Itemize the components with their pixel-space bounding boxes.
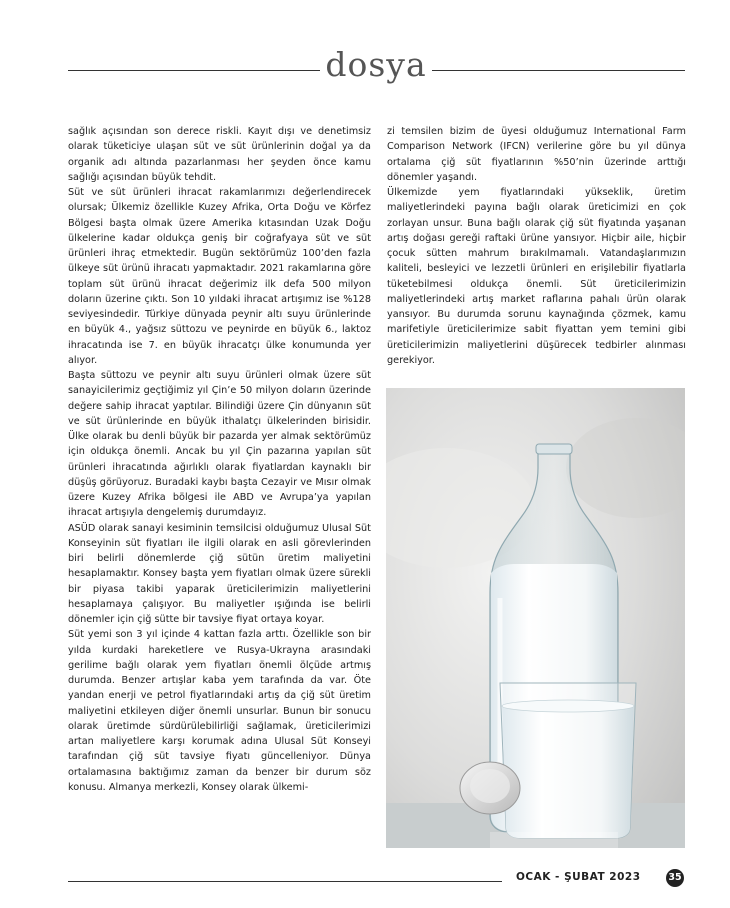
article-column-left (68, 124, 371, 795)
header-rule-right (432, 70, 685, 71)
page-number: 35 (666, 869, 684, 887)
paragraph: Süt yemi son 3 yıl içinde 4 kattan fazla arttı. Özellikle son bir yılda kurdaki hareketlere ve Rusya-Ukrayna arasındaki gerilime bağlı olarak yem fiyatları önemli ölçüde artmış durumda. Benzer artışlar kaba yem tarafında da var. Öte yandan enerji ve petrol fiyatlarındaki artış da çiğ süt üretim maliyetini etkileyen diğer önemli unsurlar. Bunun bir sonucu olarak üretimde sürdürülebilirliği sağlamak, üreticilerimizi artan maliyetlere karşı korumak adına Ulusal Süt Konseyi tarafından çiğ süt tavsiye fiyatı güncelleniyor. Dünya ortalamasına baktığımız zaman da benzer bir durum söz konusu. Almanya merkezli, Konsey olarak ülkemi- (68, 629, 371, 793)
header-rule-left (68, 70, 320, 71)
paragraph: Süt ve süt ürünleri ihracat rakamlarımızı değerlendirecek olursak; Ülkemiz özellikle Kuzey Afrika, Orta Doğu ve Körfez Bölgesi başta olmak üzere Amerika kıtasından Uzak Doğu ülkelerine kadar oldukça geniş bir coğrafyaya süt ve süt ürünleri ihraç etmektedir. Bugün sektörümüz 100’den fazla ülkeye süt ürünü ihracatı yapmaktadır. 2021 rakamlarına göre toplam süt ürünü ihracat değerimiz ilk defa 500 milyon doların üzerine çıktı. Son 10 yıldaki ihracat artışımız ise %128 seviyesindedir. Türkiye dünyada peynir altı suyu ürünlerinde en büyük 4., yağsız süttozu ve peynirde en büyük 6., laktoz ihracatında ise 7. en büyük ihracatçı ülke konumunda yer alıyor. (68, 187, 371, 366)
footer-rule (68, 881, 502, 882)
issue-label: OCAK - ŞUBAT 2023 (516, 871, 641, 883)
milk-photo (386, 388, 685, 848)
paragraph: zi temsilen bizim de üyesi olduğumuz International Farm Comparison Network (IFCN) verilerine göre bu yıl dünya ortalama çiğ süt fiyatlarının %50’nin üzerinde arttığı dönemler yaşandı. (387, 126, 686, 183)
article-column-right (387, 124, 686, 368)
paragraph: sağlık açısından son derece riskli. Kayıt dışı ve denetimsiz olarak tüketiciye ulaşan süt ve süt ürünlerinin doğal ya da organik adı altında pazarlanması her şeyden önce kamu sağlığı açısından büyük tehdit. (68, 126, 371, 183)
paragraph: Başta süttozu ve peynir altı suyu ürünleri olmak üzere süt sanayicilerimiz geçtiğimiz yıl Çin’e 50 milyon doların üzerinde değere sahip ihracat yaptılar. Bilindiği üzere Çin dünyanın süt ve süt ürünlerinde en büyük ithalatçı ülkelerinden birisidir. Ülke olarak bu denli büyük bir pazarda yer almak sektörümüz için oldukça önemli. Ancak bu yıl Çin pazarına yapılan süt ürünleri ihracatında ağırlıklı olarak fiyatlardan kaynaklı bir düşüş görüyoruz. Buradaki kaybı başta Cezayir ve Mısır olmak üzere Kuzey Afrika bölgesi ile ABD ve Avrupa’ya yapılan ihracat artışıyla dengelemiş durumdayız. (68, 370, 371, 519)
paragraph: Ülkemizde yem fiyatlarındaki yükseklik, üretim maliyetlerindeki payına bağlı olarak üreticimizi en çok zorlayan unsur. Buna bağlı olarak çiğ süt fiyatında yaşanan artış doğası gereği raftaki ürüne yansıyor. Hiçbir aile, hiçbir çocuk sütten mahrum bırakılmamalı. Vatandaşlarımızın kaliteli, besleyici ve lezzetli ürünleri en erişilebilir fiyatlarla tüketebilmesi oldukça önemli. Süt üreticilerimizin maliyetlerindeki artış market raflarına pahalı ürün olarak yansıyor. Bu durumda sorunu kaynağında çözmek, kamu marifetiyle üreticilerimize sabit fiyattan yem temini gibi üreticilerimizin maliyetlerini düşürecek tedbirler alınması gerekiyor. (387, 187, 686, 366)
paragraph: ASÜD olarak sanayi kesiminin temsilcisi olduğumuz Ulusal Süt Konseyinin süt fiyatları ile ilgili olarak en asli görevlerinden biri belirli dönemlerde çiğ sütün üretim maliyetini hesaplamaktır. Konsey başta yem fiyatları olmak üzere sürekli bir piyasa takibi yaparak üreticilerimizin maliyetlerini hesaplamaya çalışıyor. Bu maliyetler ışığında ise belirli dönemler için çiğ sütte bir tavsiye fiyat ortaya koyar. (68, 522, 371, 625)
section-title: dosya (325, 45, 427, 84)
